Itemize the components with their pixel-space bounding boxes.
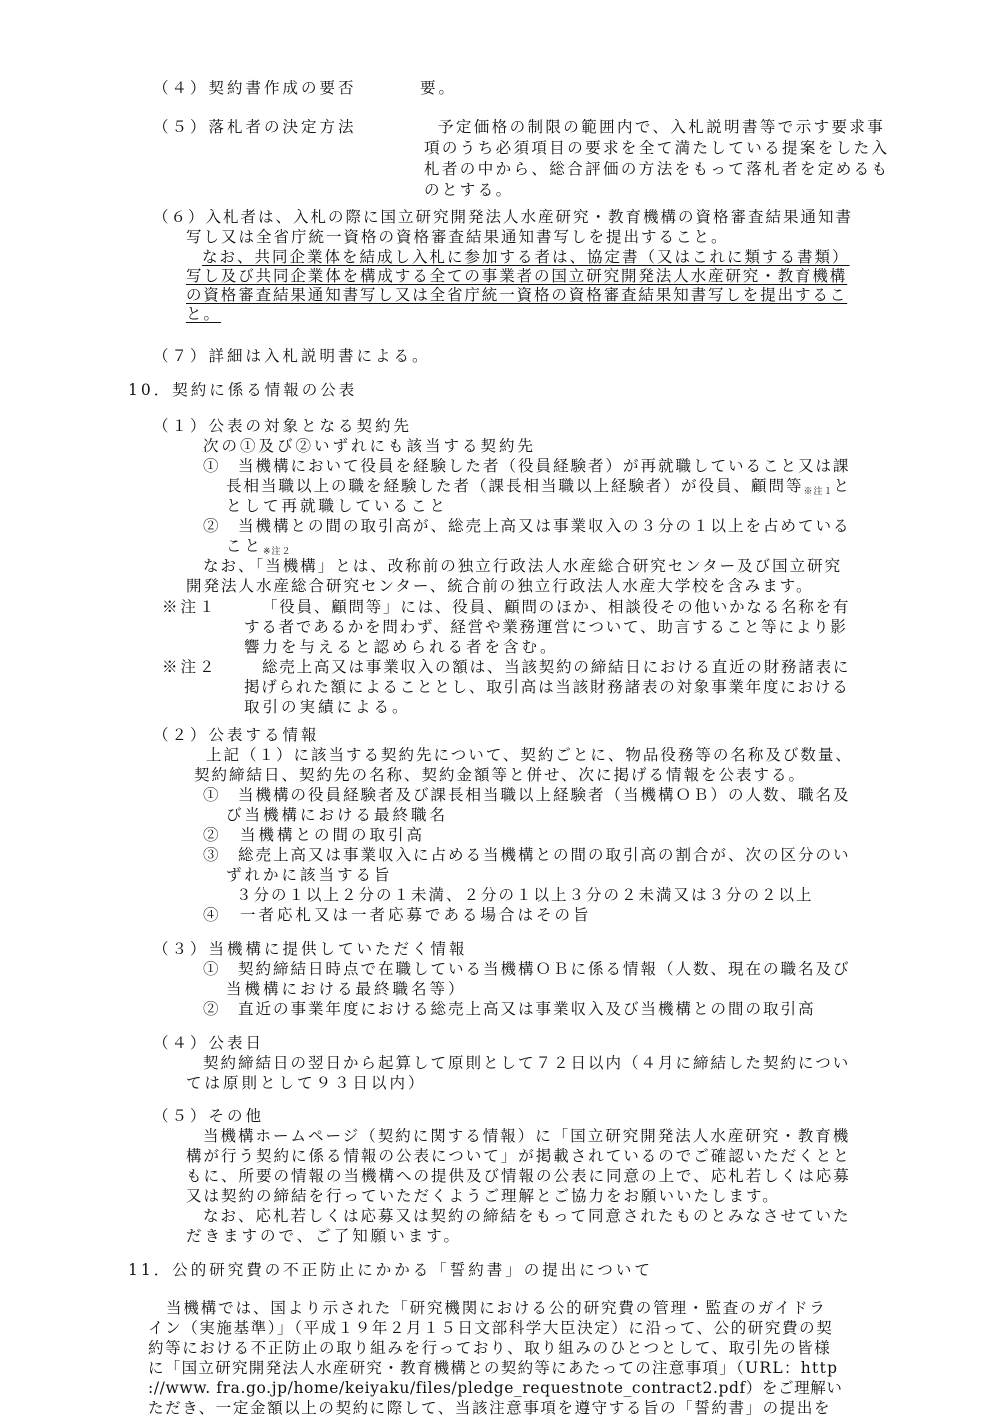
s10-2-line: 上記（１）に該当する契約先について、契約ごとに、物品役務等の名称及び数量、	[206, 746, 853, 764]
s10-5-heading: （５）その他	[153, 1107, 265, 1125]
s10-1-line: なお、「当機構」とは、改称前の独立行政法人水産総合研究センター及び国立研究	[203, 557, 843, 575]
s10-1-text-tail: と	[833, 477, 852, 495]
note1-line: する者であるかを問わず、経営や業務運営について、助言すること等により影	[244, 618, 848, 636]
section11-heading: 11．公的研究費の不正防止にかかる「誓約書」の提出について	[128, 1261, 653, 1279]
s11-line: イン（実施基準）」（平成１９年２月１５日文部科学大臣決定）に沿って、公的研究費の契	[148, 1319, 834, 1337]
s10-3-line: ② 直近の事業年度における総売上高又は事業収入及び当機構との間の取引高	[203, 1000, 816, 1018]
item6-line-underlined: なお、共同企業体を結成し入札に参加する者は、協定書（又はこれに類する書類）	[202, 248, 850, 266]
s10-5-line: 当機構ホームページ（契約に関する情報）に「国立研究開発法人水産研究・教育機	[203, 1127, 851, 1145]
s10-2-line: ３分の１以上２分の１未満、２分の１以上３分の２未満又は３分の２以上	[236, 886, 814, 904]
note2-line: 掲げられた額によることとし、取引高は当該財務諸表の対象事業年度における	[244, 678, 850, 696]
s10-1-line: 次の①及び②いずれにも該当する契約先	[203, 437, 537, 455]
note2-line: 取引の実績による。	[244, 698, 411, 716]
s10-4-line: ては原則として９３日以内）	[186, 1074, 427, 1092]
item6-line-underlined: の資格審査結果通知書写し又は全省庁統一資格の資格審査結果知書写しを提出するこ	[186, 286, 848, 304]
item5-line: 札者の中から、総合評価の方法をもって落札者を定めるも	[424, 160, 890, 178]
s10-1-text: こと	[226, 537, 264, 555]
s11-line: 約等における不正防止の取り組みを行っており、取り組みのひとつとして、取引先の皆様	[148, 1339, 832, 1357]
s10-2-heading: （２）公表する情報	[153, 726, 320, 744]
s10-1-line: 開発法人水産総合研究センター、統合前の独立行政法人水産大学校を含みます。	[186, 577, 814, 595]
s10-4-line: 契約締結日の翌日から起算して原則として７２日以内（４月に締結した契約につい	[203, 1054, 851, 1072]
s10-1-text: 長相当職以上の職を経験した者（課長相当職以上経験者）が役員、顧問等	[226, 477, 804, 495]
item7: （７）詳細は入札説明書による。	[153, 347, 431, 365]
s10-2-line: ④ 一者応札又は一者応募である場合はその旨	[203, 906, 592, 924]
item4-label: （４）契約書作成の要否	[153, 79, 357, 97]
s10-2-line: ③ 総売上高又は事業収入に占める当機構との間の取引高の割合が、次の区分のい	[203, 846, 851, 864]
s10-5-line: なお、応札若しくは応募又は契約の締結をもって同意されたものとみなさせていた	[203, 1207, 851, 1225]
section10-heading: 10．契約に係る情報の公表	[128, 381, 358, 399]
s10-1-line: ② 当機構との間の取引高が、総売上高又は事業収入の３分の１以上を占めている	[203, 517, 851, 535]
s10-5-line: もに、所要の情報の当機構への提供及び情報の公表に同意の上で、応札若しくは応募	[186, 1167, 851, 1185]
s10-1-line: ① 当機構において役員を経験した者（役員経験者）が再就職していること又は課	[203, 457, 851, 475]
s10-3-line: ① 契約締結日時点で在職している当機構ＯＢに係る情報（人数、現在の職名及び	[203, 960, 851, 978]
note2-superscript: ※注２	[263, 547, 292, 557]
s10-1-heading: （１）公表の対象となる契約先	[153, 417, 413, 435]
item6-line-underlined: と。	[186, 305, 222, 323]
item4-value: 要。	[420, 79, 458, 97]
s10-5-line: 構が行う契約に係る情報の公表について」が掲載されているのでご確認いただくとと	[186, 1147, 851, 1165]
s10-4-heading: （４）公表日	[153, 1034, 265, 1052]
s10-1-line: として再就職していること	[226, 497, 449, 515]
s10-2-line: ずれかに該当する旨	[226, 866, 393, 884]
s10-2-line: ① 当機構の役員経験者及び課長相当職以上経験者（当機構ＯＢ）の人数、職名及	[203, 786, 851, 804]
item6-line: 写し又は全省庁統一資格の資格審査結果通知書写しを提出すること。	[186, 228, 729, 246]
s11-line: に「国立研究開発法人水産研究・教育機構との契約等にあたっての注意事項」（URL：http	[148, 1359, 839, 1377]
s11-line-url: ://www. fra.go.jp/home/keiyaku/files/pledge_requestnote_contract2.pdf）をご理解い	[148, 1379, 843, 1397]
note1-label: ※注１	[162, 598, 218, 616]
s10-2-line: 契約締結日、契約先の名称、契約金額等と併せ、次に掲げる情報を公表する。	[194, 766, 807, 784]
s10-2-line: ② 当機構との間の取引高	[203, 826, 426, 844]
s10-3-heading: （３）当機構に提供していただく情報	[153, 940, 468, 958]
item6-line-underlined: 写し及び共同企業体を構成する全ての事業者の国立研究開発法人水産研究・教育機構	[186, 267, 848, 285]
item5-line: のとする。	[424, 181, 514, 199]
note2-label: ※注２	[162, 658, 218, 676]
item5-label: （５）落札者の決定方法	[153, 118, 357, 136]
s11-line: ただき、一定金額以上の契約に際して、当該注意事項を遵守する旨の「誓約書」の提出を	[148, 1399, 832, 1417]
note1-line: 「役員、顧問等」には、役員、顧問のほか、相談役その他いかなる名称を有	[262, 598, 851, 616]
s10-3-line: 当機構における最終職名等）	[226, 980, 467, 998]
s11-line: 当機構では、国より示された「研究機関における公的研究費の管理・監査のガイドラ	[166, 1299, 827, 1317]
s10-2-line: び当機構における最終職名	[226, 806, 449, 824]
note2-line: 総売上高又は事業収入の額は、当該契約の締結日における直近の財務諸表に	[262, 658, 851, 676]
s10-5-line: だきますので、ご了知願います。	[186, 1227, 462, 1245]
note1-superscript: ※注１	[803, 487, 834, 497]
item6-line: （６）入札者は、入札の際に国立研究開発法人水産研究・教育機構の資格審査結果通知書	[153, 208, 854, 226]
note1-line: 響力を与えると認められる者を含む。	[244, 638, 559, 656]
s10-5-line: 又は契約の締結を行っていただくようご理解とご協力をお願いいたします。	[186, 1187, 780, 1205]
item5-line: 項のうち必須項目の要求を全て満たしている提案をした入	[424, 139, 890, 157]
item5-line: 予定価格の制限の範囲内で、入札説明書等で示す要求事	[438, 118, 886, 136]
